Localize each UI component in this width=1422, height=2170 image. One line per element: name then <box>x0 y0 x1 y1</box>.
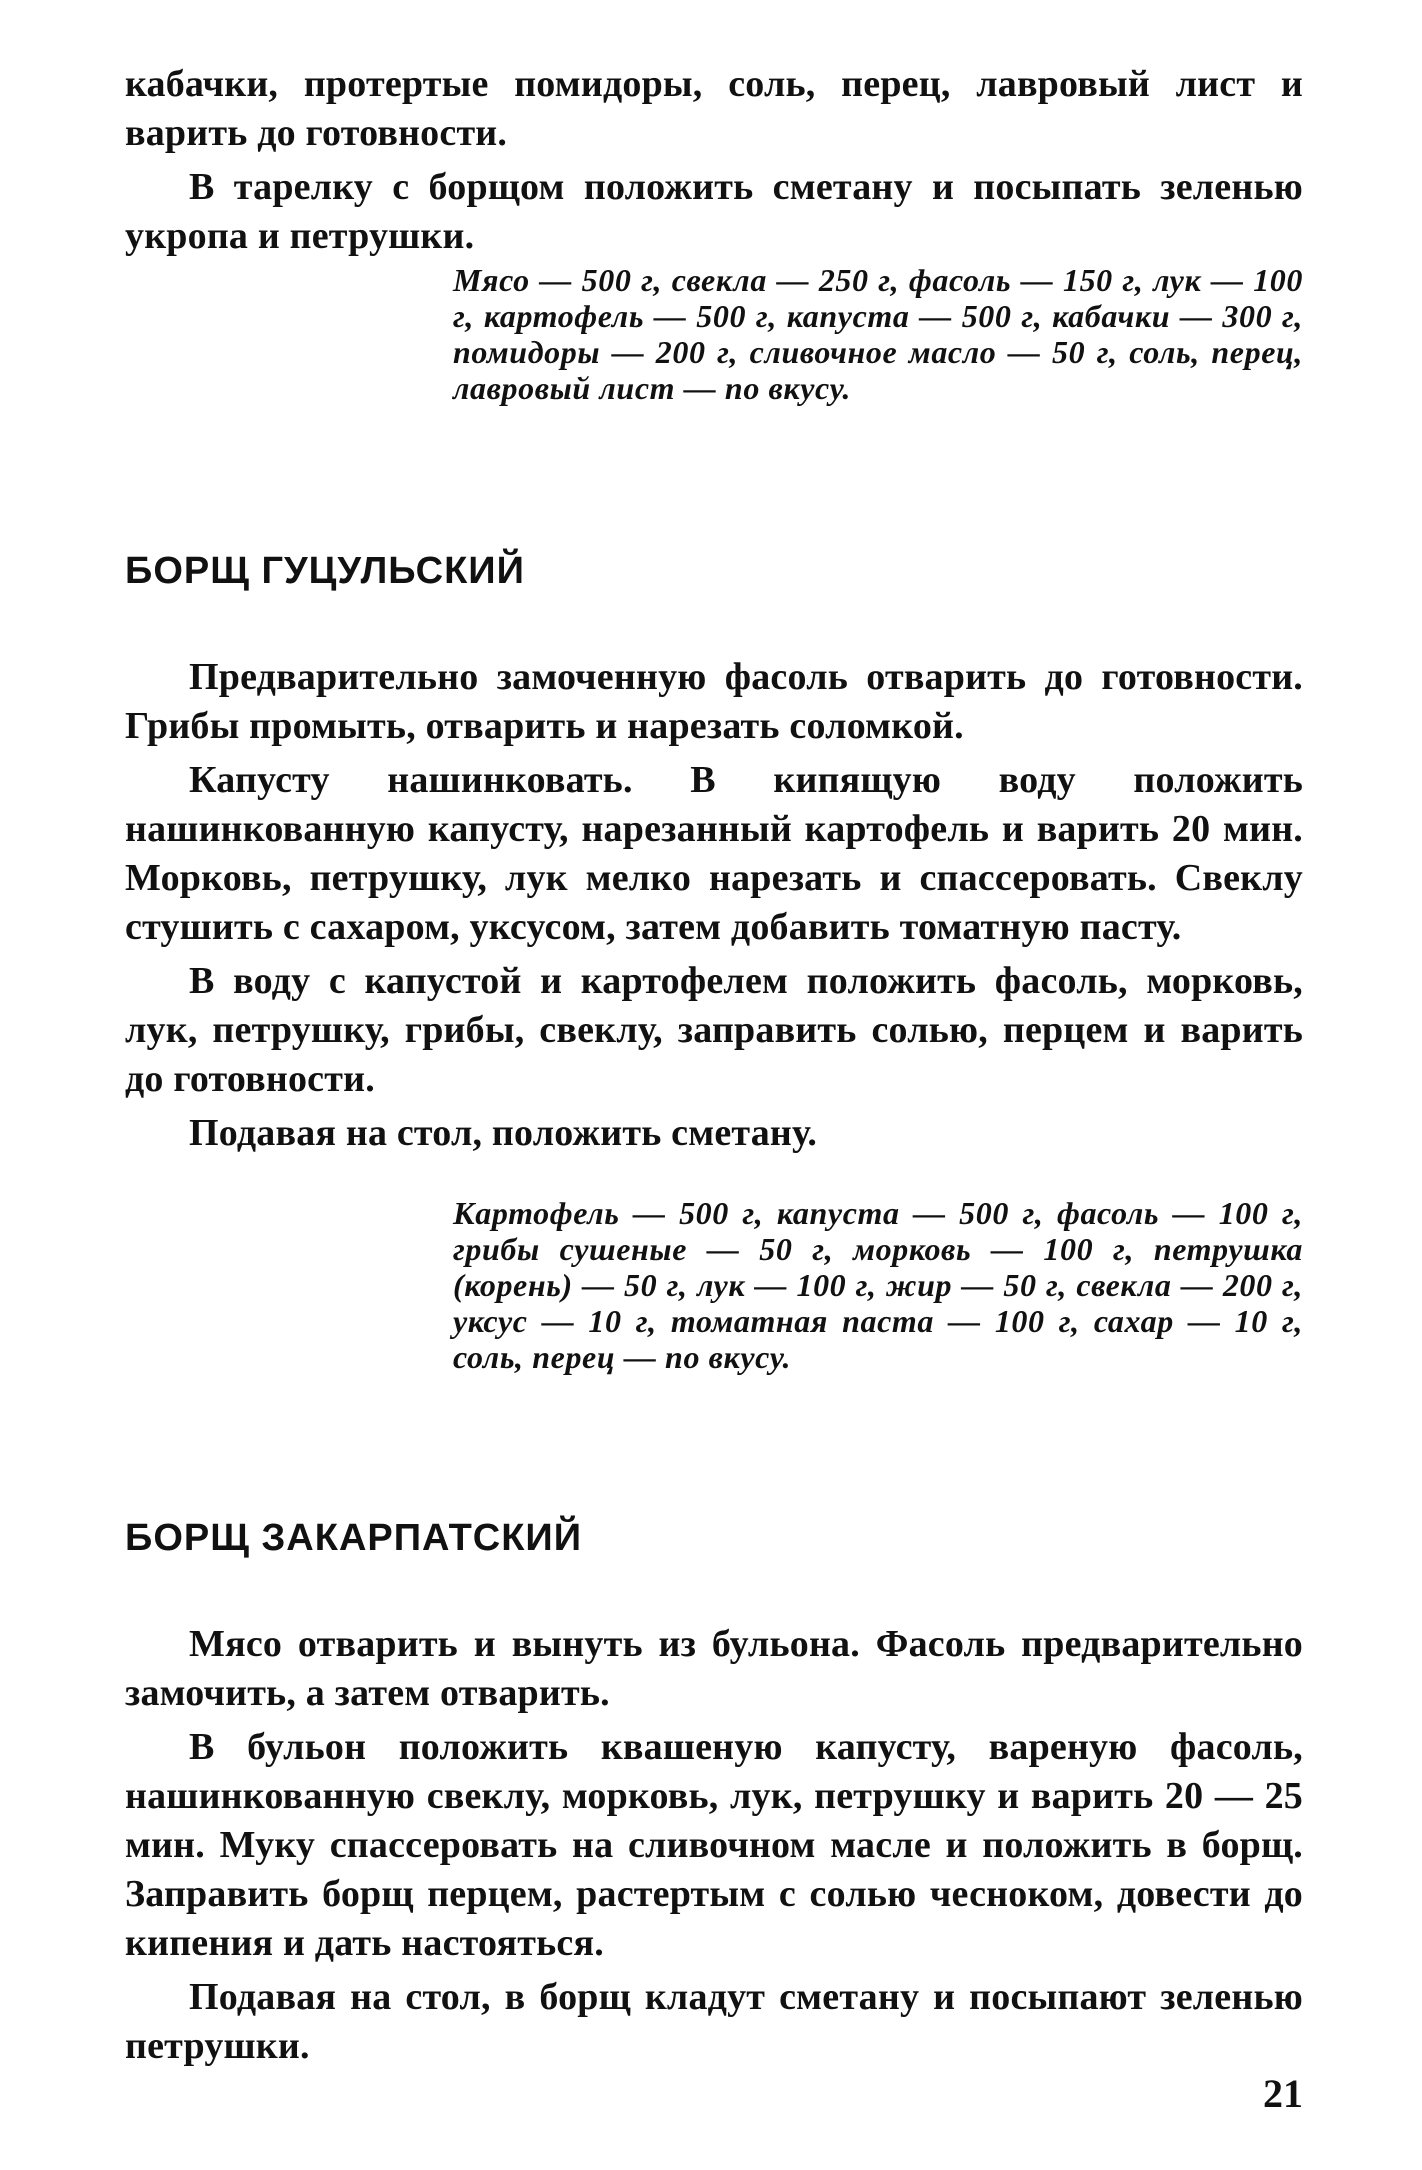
intro-ingredients: Мясо — 500 г, свекла — 250 г, фасоль — 150 г, лук — 100 г, картофель — 500 г, капуста — 500 г, кабачки — 300 г, помидоры — 200 г, сливочное масло — 50 г, соль, перец, лавровый лист — по вкусу. <box>453 262 1303 406</box>
intro-paragraph: В тарелку с борщом положить сметану и посыпать зеленью укропа и петрушки. <box>125 166 1303 257</box>
recipe-paragraph: Предварительно замоченную фасоль отварить до готовности. Грибы промыть, отварить и нарезать соломкой. <box>125 656 1303 747</box>
recipe-paragraph: Подавая на стол, положить сметану. <box>189 1112 818 1154</box>
recipe-paragraph: Мясо отварить и вынуть из бульона. Фасоль предварительно замочить, а затем отварить. <box>125 1623 1303 1714</box>
recipe-body-zakarpatsky <box>125 1620 1303 2071</box>
intro-text <box>125 60 1303 261</box>
recipe-paragraph: Подавая на стол, в борщ кладут сметану и посыпают зеленью петрушки. <box>125 1976 1303 2067</box>
recipe-paragraph: Капусту нашинковать. В кипящую воду положить нашинкованную капусту, нарезанный картофель и варить 20 мин. Морковь, петрушку, лук мелко нарезать и спассеровать. Свеклу стушить с сахаром, уксусом, затем добавить томатную пасту. <box>125 759 1303 948</box>
recipe-ingredients-hutsul: Картофель — 500 г, капуста — 500 г, фасоль — 100 г, грибы сушеные — 50 г, морковь — 100 г, петрушка (корень) — 50 г, лук — 100 г, жир — 50 г, свекла — 200 г, уксус — 10 г, томатная паста — 100 г, сахар — 10 г, соль, перец — по вкусу. <box>453 1195 1303 1375</box>
recipe-paragraph: В воду с капустой и картофелем положить фасоль, морковь, лук, петрушку, грибы, свеклу, заправить солью, перцем и варить до готовности. <box>125 960 1303 1100</box>
recipe-title-hutsul: БОРЩ ГУЦУЛЬСКИЙ <box>125 550 525 592</box>
recipe-title-zakarpatsky: БОРЩ ЗАКАРПАТСКИЙ <box>125 1517 583 1559</box>
recipe-paragraph: В бульон положить квашеную капусту, вареную фасоль, нашинкованную свеклу, морковь, лук, петрушку и варить 20 — 25 мин. Муку спассеровать на сливочном масле и положить в борщ. Заправить борщ перцем, растертым с солью чесноком, довести до кипения и дать настояться. <box>125 1726 1303 1964</box>
intro-paragraph: кабачки, протертые помидоры, соль, перец, лавровый лист и варить до готовности. <box>125 63 1303 154</box>
page-number: 21 <box>1263 2071 1303 2116</box>
recipe-body-hutsul <box>125 653 1303 1158</box>
